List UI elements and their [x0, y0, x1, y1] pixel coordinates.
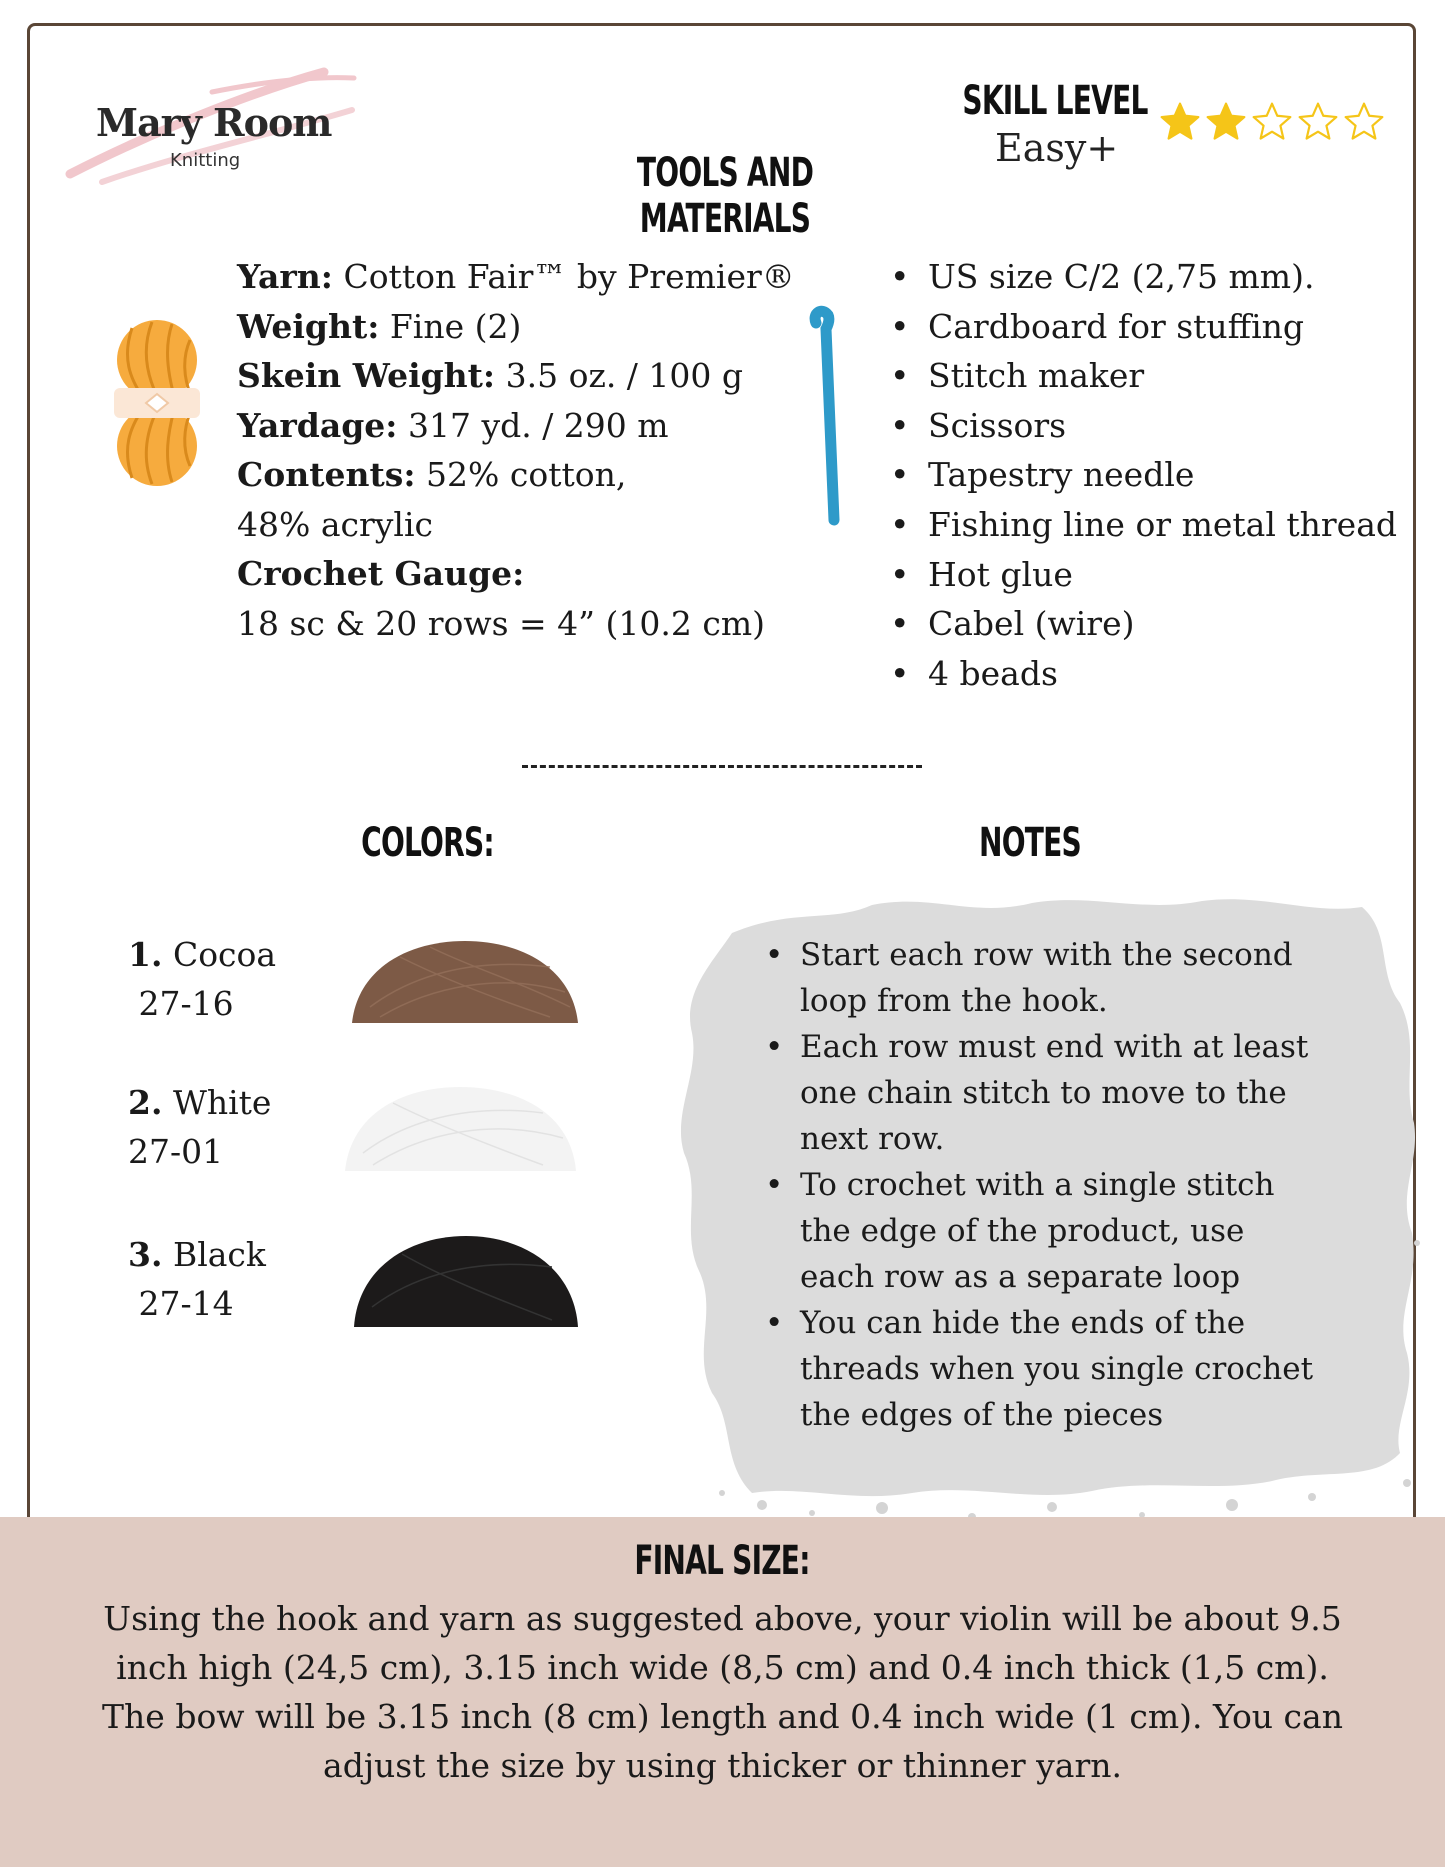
star-empty-icon: [1250, 100, 1294, 144]
yarn-spec-row: [237, 302, 795, 352]
yarn-specs: [237, 252, 795, 648]
tools-list-item: • Fishing line or metal thread: [890, 500, 1397, 550]
star-filled-icon: [1204, 100, 1248, 144]
yarn-spec-value: 3.5 oz. / 100 g: [495, 356, 744, 395]
tools-list-item: • 4 beads: [890, 649, 1397, 699]
notes-list-item: • To crochet with a single stitch the edge of the product, use each row as a separate loop: [765, 1162, 1325, 1300]
yarn-spec-row: [237, 500, 795, 550]
yarn-spec-row: [237, 252, 795, 302]
skill-rating: [1158, 100, 1386, 144]
tools-materials-title: TOOLS AND MATERIALS: [636, 150, 814, 242]
notes-list-item: • Each row must end with at least one chain stitch to move to the next row.: [765, 1024, 1325, 1162]
color-item-cocoa: [128, 930, 276, 1028]
color-number: 3.: [128, 1235, 163, 1274]
brand-name: Mary Room: [96, 100, 332, 145]
brand-subtitle: Knitting: [170, 150, 241, 171]
tools-list-item: • Hot glue: [890, 550, 1397, 600]
yarn-spec-row: [237, 351, 795, 401]
color-item-black: [128, 1230, 266, 1328]
final-size-text: Using the hook and yarn as suggested above, your violin will be about 9.5 inch high (24,5 cm), 3.15 inch wide (8,5 cm) and 0.4 inch thick (1,5 cm). The bow will be 3.15 inch (8 cm) length and 0.4 inch wide (1 cm). You can adjust the size by using thicker or thinner yarn.: [102, 1599, 1343, 1785]
yarn-spec-label: Crochet Gauge:: [237, 554, 525, 593]
color-name: Cocoa: [162, 935, 277, 974]
star-empty-icon: [1342, 100, 1386, 144]
yarn-swatch-white: [343, 1083, 578, 1171]
notes-list-item: • Start each row with the second loop from the hook.: [765, 932, 1325, 1024]
yarn-swatch-black: [352, 1232, 580, 1327]
color-name: Black: [162, 1235, 266, 1274]
color-code: 27-16: [128, 984, 234, 1023]
tools-list-item: • Tapestry needle: [890, 450, 1397, 500]
yarn-spec-label: Yardage:: [237, 405, 398, 445]
final-size-title: FINAL SIZE:: [634, 1538, 810, 1584]
skill-level-value: Easy+: [995, 126, 1119, 170]
yarn-spec-label: Weight:: [237, 306, 380, 346]
yarn-spec-value: 48% acrylic: [237, 504, 434, 544]
yarn-skein-icon: [112, 318, 202, 488]
color-name: White: [162, 1083, 272, 1122]
yarn-swatch-cocoa: [350, 937, 580, 1023]
colors-title: COLORS:: [361, 820, 494, 866]
star-empty-icon: [1296, 100, 1340, 144]
yarn-spec-label: Skein Weight:: [237, 356, 496, 395]
yarn-spec-row: [237, 450, 795, 500]
yarn-spec-value: Cotton Fair™ by Premier®: [332, 257, 795, 296]
yarn-spec-label: Contents:: [237, 455, 416, 494]
yarn-spec-value: 317 yd. / 290 m: [397, 405, 669, 445]
yarn-spec-row: [237, 401, 795, 451]
tools-list-item: • US size C/2 (2,75 mm).: [890, 252, 1397, 302]
yarn-spec-row: [237, 549, 795, 599]
yarn-spec-value: 18 sc & 20 rows = 4” (10.2 cm): [237, 603, 766, 643]
notes-title: NOTES: [978, 820, 1081, 866]
yarn-spec-label: Yarn:: [237, 257, 333, 296]
color-number: 2.: [128, 1083, 163, 1122]
notes-list-item: • You can hide the ends of the threads when you single crochet the edges of the pieces: [765, 1300, 1325, 1438]
yarn-spec-value: Fine (2): [379, 306, 522, 346]
crochet-hook-icon: [808, 305, 848, 530]
skill-level-title: SKILL LEVEL: [962, 78, 1148, 124]
brand-logo: [62, 62, 362, 192]
color-code: 27-14: [128, 1284, 234, 1323]
color-item-white: [128, 1078, 271, 1176]
color-code: 27-01: [128, 1132, 224, 1171]
tools-list-item: • Scissors: [890, 401, 1397, 451]
tools-list: [890, 252, 1397, 698]
star-filled-icon: [1158, 100, 1202, 144]
color-number: 1.: [128, 935, 163, 974]
tools-list-item: • Cardboard for stuffing: [890, 302, 1397, 352]
tools-list-item: • Stitch maker: [890, 351, 1397, 401]
section-divider: [522, 765, 922, 768]
notes-list: [765, 932, 1325, 1438]
tools-list-item: • Cabel (wire): [890, 599, 1397, 649]
yarn-spec-value: 52% cotton,: [415, 455, 627, 494]
yarn-spec-row: [237, 599, 795, 649]
